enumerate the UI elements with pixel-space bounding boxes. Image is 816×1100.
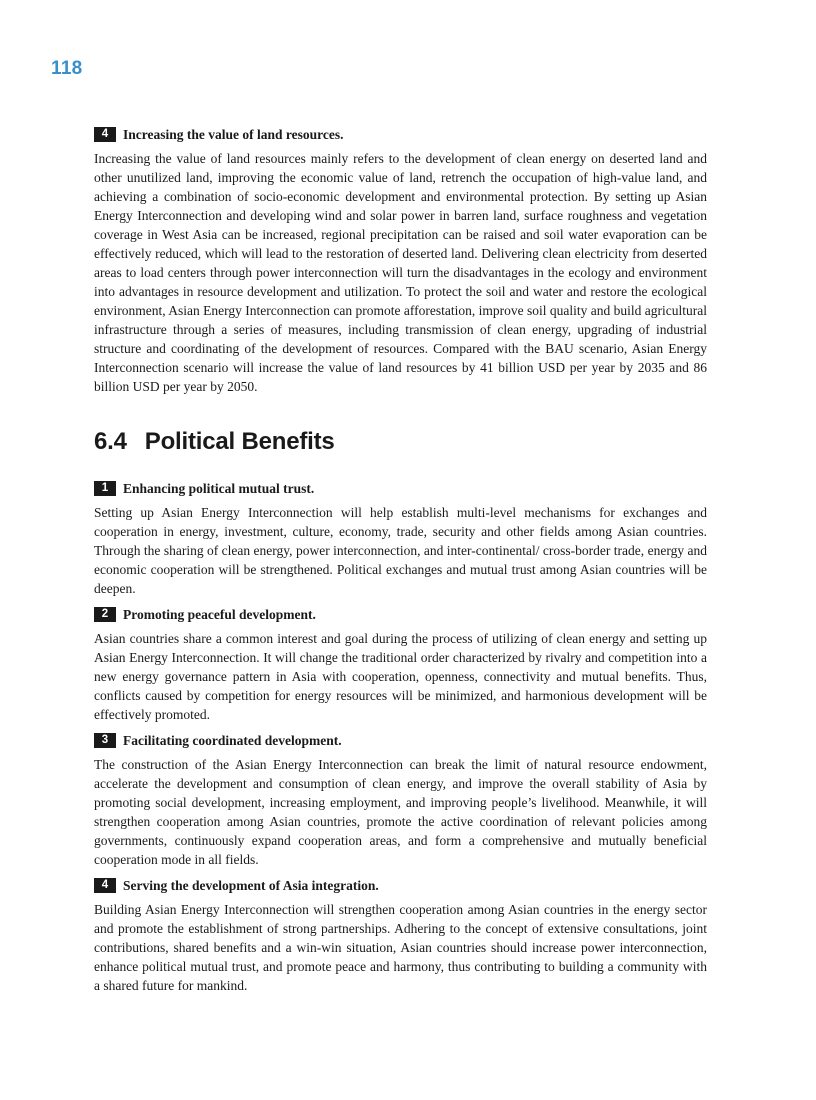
number-badge: 1 [94, 481, 116, 496]
subheading [94, 606, 707, 623]
paragraph: Setting up Asian Energy Interconnection will help establish multi-level mechanisms for exchanges and cooperation in energy, investment, culture, economy, trade, security and other fields among Asian countries. Through the sharing of clean energy, power interconnection, and inter-continental/ cross-border trade, energy and economic cooperation will be strengthened. Political exchanges and mutual trust among Asian countries will be deepen. [94, 505, 707, 596]
land-resources-block [94, 126, 707, 396]
subheading [94, 877, 707, 894]
paragraph: Asian countries share a common interest and goal during the process of utilizing of clean energy and setting up Asian Energy Interconnection. It will change the traditional order characterized by rivalry and competition into a new energy governance pattern in Asia with cooperation, openness, connectivity and mutual benefits. Thus, conflicts caused by competition for energy resources will be minimized, and harmonious development will be effectively promoted. [94, 631, 707, 722]
subheading-text: Serving the development of Asia integration. [123, 878, 379, 893]
number-badge: 3 [94, 733, 116, 748]
asia-integration-block [94, 877, 707, 995]
section-title-text: Political Benefits [144, 428, 335, 455]
subheading-text: Facilitating coordinated development. [123, 733, 342, 748]
peaceful-development-block [94, 606, 707, 724]
number-badge: 4 [94, 127, 116, 142]
subheading-text: Increasing the value of land resources. [123, 127, 344, 142]
paragraph: Increasing the value of land resources mainly refers to the development of clean energy on deserted land and other unutilized land, improving the economic value of land, retrench the occupation of high-value land, and achieving a combination of socio-economic development and environmental protection. By setting up Asian Energy Interconnection and developing wind and solar power in barren land, surface roughness and vegetation coverage in West Asia can be increased, regional precipitation can be raised and soil water evaporation can be effectively reduced, which will lead to the restoration of deserted land. Delivering clean electricity from deserted areas to load centers through power interconnection will turn the disadvantages in the ecology and environment into advantages in resource development and utilization. To protect the soil and water and restore the ecological environment, Asian Energy Interconnection can promote afforestation, improve soil quality and build agricultural infrastructure through a series of measures, including transmission of clean energy, upgrading of industrial structure and coordinating of the development of resources. Compared with the BAU scenario, Asian Energy Interconnection scenario will increase the value of land resources by 41 billion USD per year by 2035 and 86 billion USD per year by 2050. [94, 151, 707, 394]
subheading [94, 480, 707, 497]
paragraph: Building Asian Energy Interconnection will strengthen cooperation among Asian countries in the energy sector and promote the establishment of strong partnerships. Adhering to the concept of extensive consultations, joint contributions, shared benefits and a win-win situation, Asian countries should increase power interconnection, enhance political mutual trust, and promote peace and harmony, thus contributing to building a community with a shared future for mankind. [94, 902, 707, 993]
subheading-text: Enhancing political mutual trust. [123, 481, 315, 496]
political-trust-block [94, 480, 707, 598]
subheading [94, 732, 707, 749]
section-title [94, 428, 707, 456]
coordinated-development-block [94, 732, 707, 869]
subheading [94, 126, 707, 143]
paragraph: The construction of the Asian Energy Interconnection can break the limit of natural resource endowment, accelerate the development and consumption of clean energy, and improve the overall stability of Asia by promoting social development, increasing employment, and improving people’s livelihood. Meanwhile, it will strengthen cooperation among Asian countries, promote the active coordination of relevant policies among governments, continuously expand cooperation areas, and form a comprehensive and mutually beneficial cooperation mode in all fields. [94, 757, 707, 867]
number-badge: 2 [94, 607, 116, 622]
page-number: 118 [51, 58, 83, 79]
section-number: 6.4 [94, 428, 127, 455]
number-badge: 4 [94, 878, 116, 893]
page-content [94, 126, 707, 1003]
subheading-text: Promoting peaceful development. [123, 607, 316, 622]
